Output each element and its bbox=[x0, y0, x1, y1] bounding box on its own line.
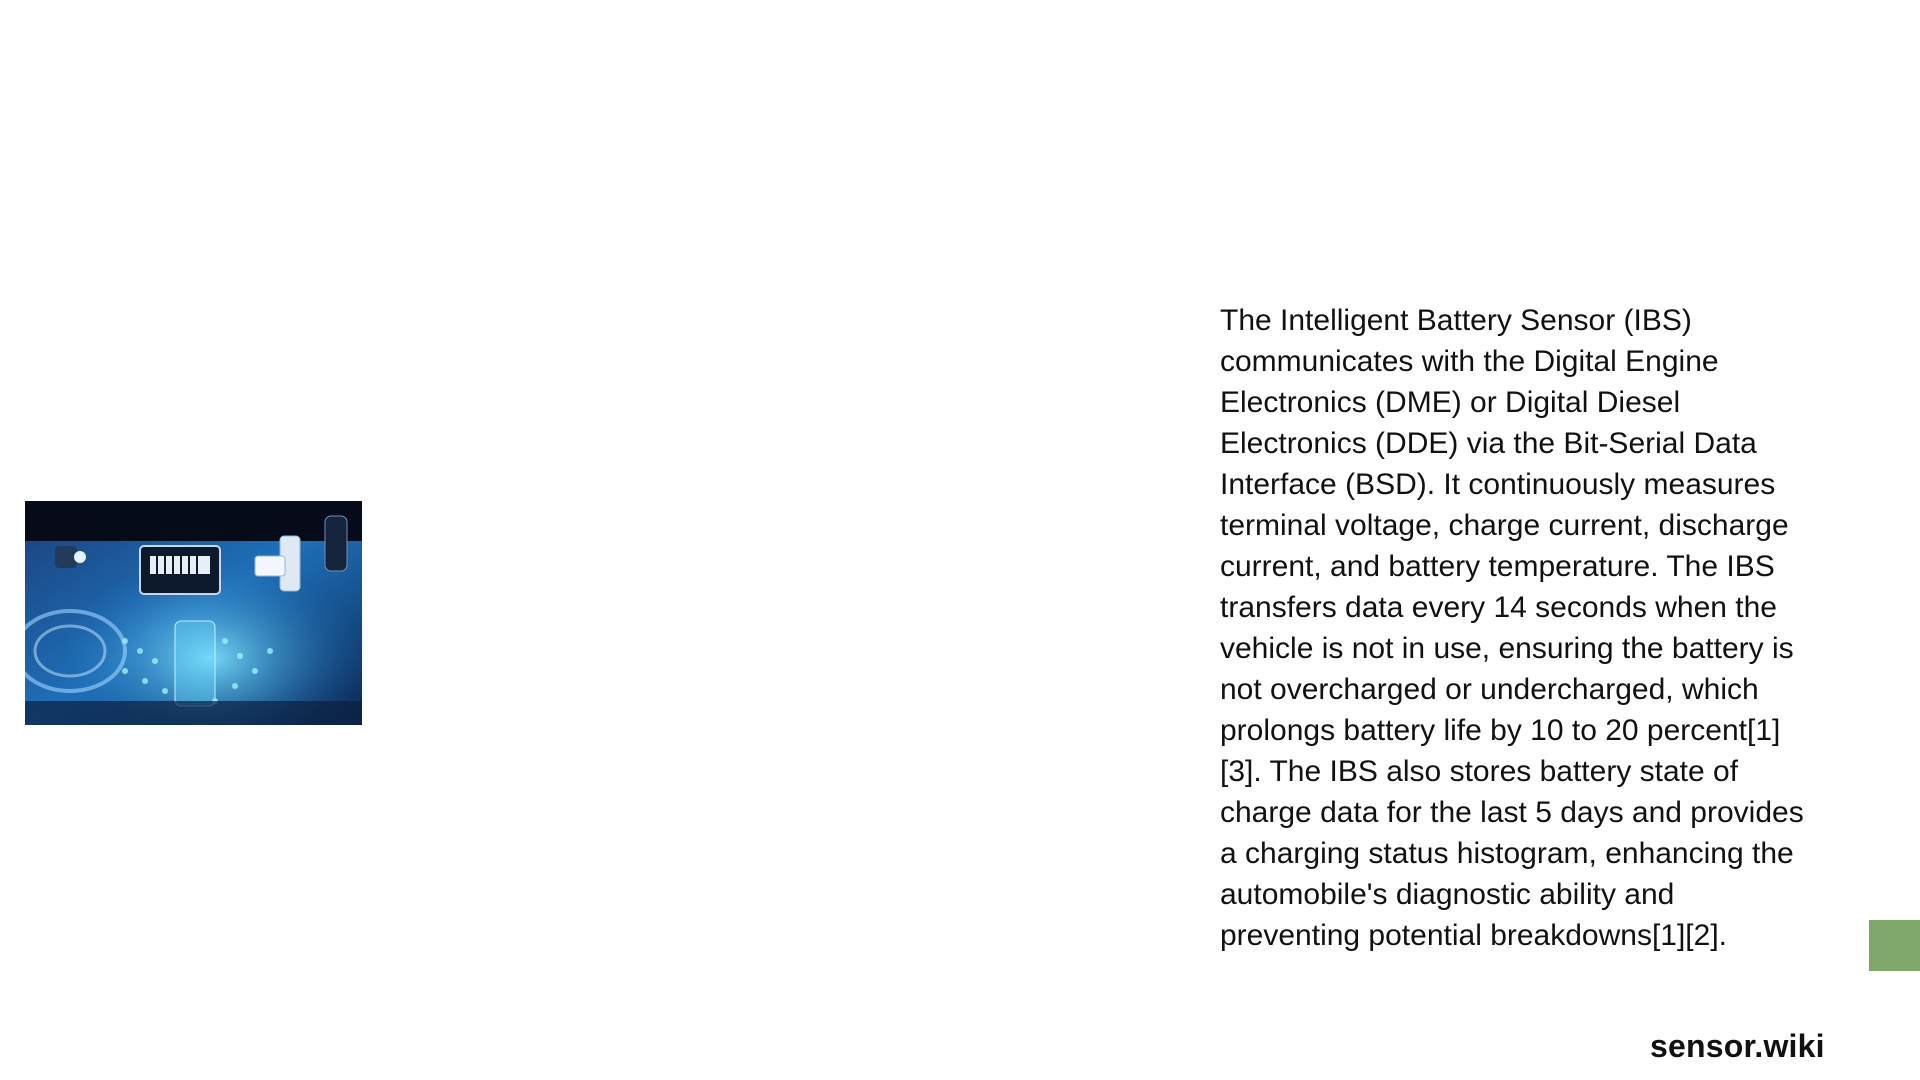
article-paragraph: The Intelligent Battery Sensor (IBS) communicates with the Digital Engine Electronics (DME) or Digital Diesel Electronics (DDE) via the Bit-Serial Data Interface (BSD). It continuously measures terminal voltage, charge current, discharge current, and battery temperature. The IBS transfers data every 14 seconds when the vehicle is not in use, ensuring the battery is not overcharged or undercharged, which prolongs battery life by 10 to 20 percent[1][3]. The IBS also stores battery state of charge data for the last 5 days and provides a charging status histogram, enhancing the automobile's diagnostic ability and preventing potential breakdowns[1][2]. bbox=[1220, 304, 1804, 952]
circuit-board-photo bbox=[25, 501, 362, 725]
site-brand: sensor.wiki bbox=[1650, 1028, 1825, 1064]
corner-tab-decoration bbox=[1869, 920, 1920, 971]
circuit-board-illustration bbox=[25, 501, 362, 725]
